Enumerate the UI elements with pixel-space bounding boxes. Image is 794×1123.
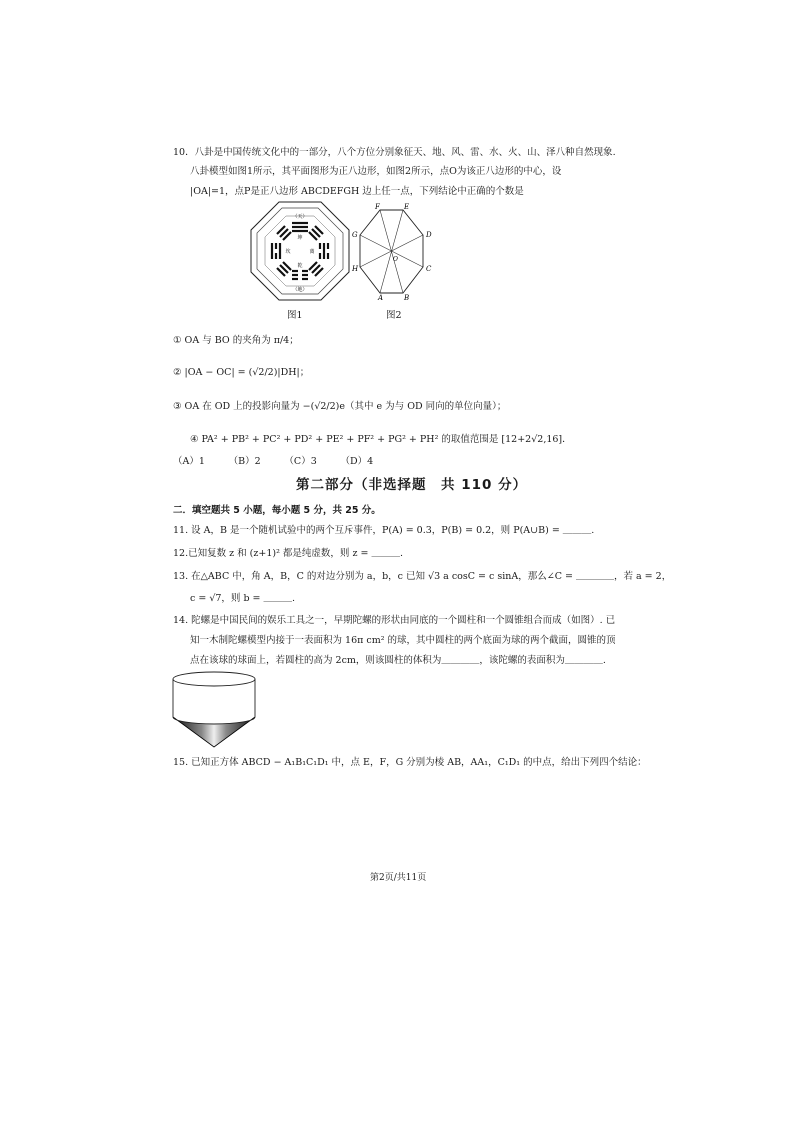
- q10-statement-4: ④ PA² + PB² + PC² + PD² + PE² + PF² + PG² + PH² 的取值范围是 [12+2√2,16]．: [190, 434, 572, 445]
- part2-title: 第二部分（非选择题 共 110 分）: [296, 477, 528, 493]
- q10-line1: 10．八卦是中国传统文化中的一部分，八个方位分别象征天、地、风、雷、水、火、山、泽八种自然现象.: [173, 147, 616, 158]
- bagua-trigram-name: 乾: [297, 263, 303, 269]
- q10-line2: 八卦模型如图1所示，其平面图形为正八边形，如图2所示，点O为该正八边形的中心，设: [190, 166, 562, 177]
- q10-options: （A）1 （B）2 （C）3 （D）4: [173, 456, 374, 467]
- q10-line3: |OA|=1，点P是正八边形 ABCDEFGH 边上任一点，下列结论中正确的个数是: [190, 186, 524, 197]
- bagua-trigram-name: 离: [309, 249, 315, 255]
- section2-heading: 二．填空题共 5 小题，每小题 5 分，共 25 分。: [173, 505, 381, 516]
- vertex-label: A: [378, 294, 384, 301]
- question-11: 11. 设 A，B 是一个随机试验中的两个互斥事件，P(A) = 0.3，P(B) = 0.2，则 P(A∪B) = ＿＿＿.: [173, 525, 595, 536]
- vertex-label: C: [426, 265, 432, 273]
- question-15: 15. 已知正方体 ABCD − A₁B₁C₁D₁ 中，点 E，F，G 分别为棱 AB，AA₁，C₁D₁ 的中点，给出下列四个结论：: [173, 757, 647, 768]
- bagua-figure: [250, 201, 350, 301]
- vertex-label: G: [352, 231, 358, 239]
- question-14-line2: 知一木制陀螺模型内接于一表面积为 16π cm² 的球，其中圆柱的两个底面为球的两个截面，圆锥的顶: [190, 635, 616, 646]
- vertex-label: F: [375, 203, 380, 211]
- page-footer: 第2页/共11页: [370, 873, 427, 883]
- bagua-trigram-name: 坎: [285, 249, 291, 255]
- bagua-trigram-name: 坤: [297, 235, 303, 241]
- question-13-line1: 13. 在△ABC 中，角 A，B，C 的对边分别为 a，b，c 已知 √3 a cosC = c sinA，那么∠C = ＿＿＿＿，若 a = 2，: [173, 571, 672, 582]
- fig1-caption: 图1: [287, 310, 303, 321]
- vertex-label: E: [404, 203, 410, 211]
- vertex-label: B: [404, 294, 410, 301]
- question-13-line2: c = √7，则 b = ＿＿＿.: [190, 593, 296, 604]
- octagon-figure: [345, 201, 435, 301]
- bagua-ring-label: （天）: [292, 214, 308, 220]
- q10-statement-3: ③ OA 在 OD 上的投影向量为 −(√2/2)e（其中 e 为与 OD 同向的单位向量）；: [173, 401, 507, 412]
- vertex-label: H: [352, 265, 359, 273]
- fig2-caption: 图2: [386, 310, 402, 321]
- center-label: O: [393, 256, 398, 263]
- vertex-label: D: [426, 231, 432, 239]
- bagua-ring-label: （地）: [292, 287, 308, 293]
- q10-statement-2: ② |OA − OC| = (√2/2)|DH|；: [173, 367, 310, 378]
- question-14-line1: 14. 陀螺是中国民间的娱乐工具之一，早期陀螺的形状由同底的一个圆柱和一个圆锥组合而成（如图）. 已: [173, 615, 616, 626]
- spinning-top-figure: [169, 667, 261, 749]
- question-14-line3: 点在该球的球面上，若圆柱的高为 2cm，则该圆柱的体积为＿＿＿＿，该陀螺的表面积为＿＿＿＿.: [190, 655, 606, 666]
- question-12: 12.已知复数 z 和 (z+1)² 都是纯虚数，则 z = ＿＿＿.: [173, 548, 403, 559]
- q10-statement-1: ① OA 与 BO 的夹角为 π/4；: [173, 335, 299, 346]
